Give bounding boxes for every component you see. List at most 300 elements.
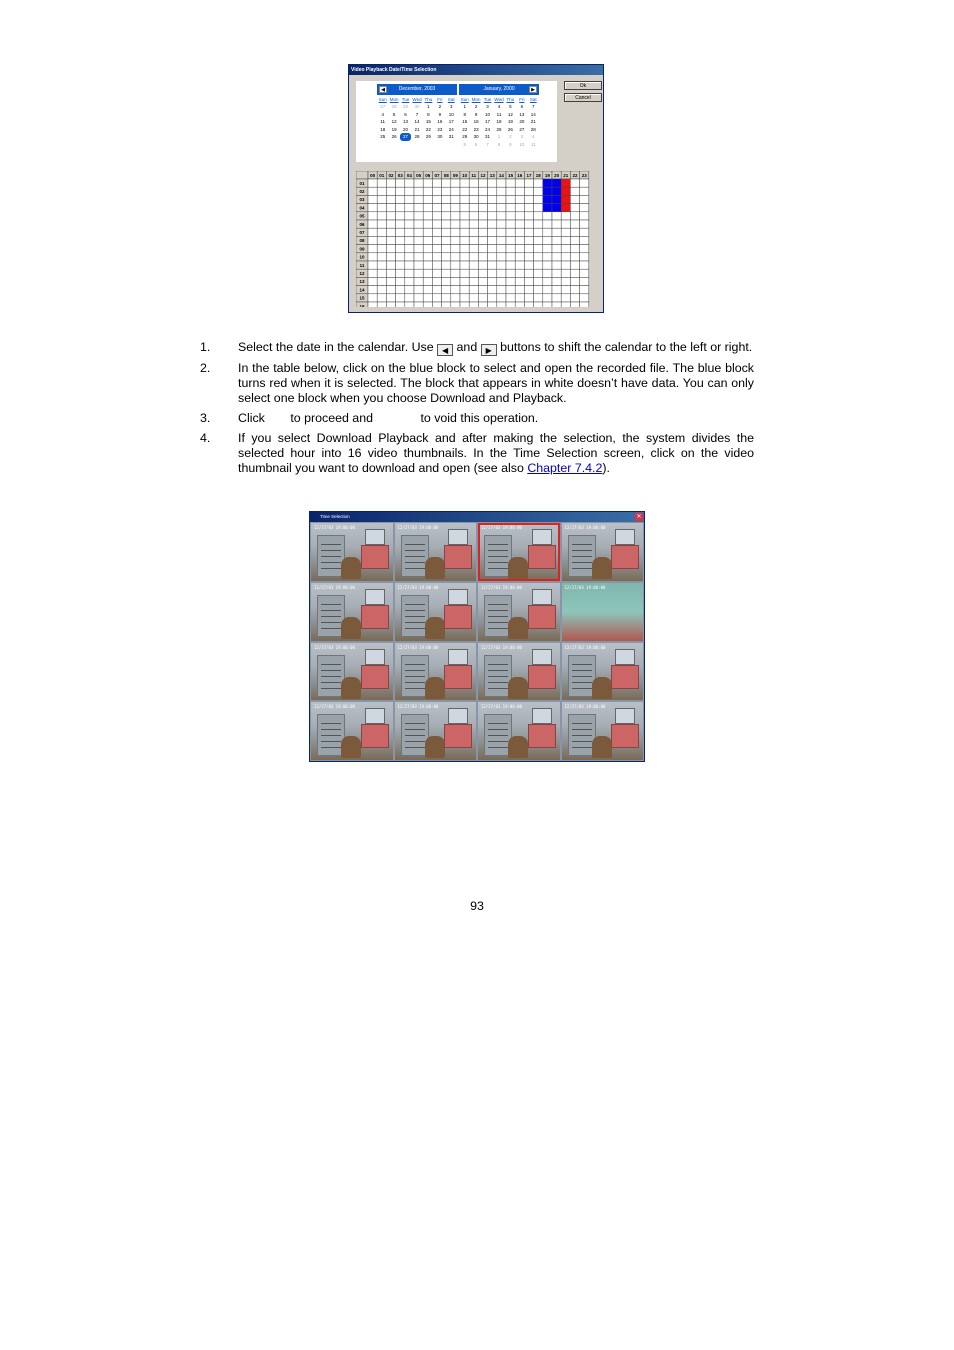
video-thumbnail[interactable] [561,522,645,582]
hour-cell[interactable] [423,253,432,261]
hour-cell[interactable] [414,195,423,203]
hour-cell[interactable] [451,228,460,236]
calendar-day[interactable]: 29 [425,134,431,139]
calendar-day[interactable]: 30 [414,104,420,109]
hour-cell[interactable] [377,236,386,244]
hour-cell[interactable] [561,286,570,294]
calendar-day[interactable]: 21 [530,119,536,124]
hour-cell[interactable] [561,294,570,302]
hour-cell[interactable] [488,277,497,285]
chapter-link[interactable]: Chapter 7.4.2 [527,461,603,475]
hour-cell[interactable] [414,236,423,244]
hour-cell[interactable] [442,294,451,302]
hour-cell[interactable] [368,220,377,228]
hour-cell[interactable] [414,179,423,187]
hour-cell[interactable] [423,286,432,294]
hour-cell[interactable] [506,261,515,269]
hour-cell[interactable] [534,253,543,261]
calendar-day[interactable]: 11 [380,119,386,124]
hour-cell[interactable] [497,253,506,261]
hour-cell[interactable] [534,204,543,212]
hour-cell[interactable] [414,294,423,302]
hour-cell[interactable] [432,277,441,285]
hour-cell[interactable] [561,212,570,220]
hour-cell[interactable] [386,187,395,195]
hour-cell[interactable] [442,204,451,212]
hour-cell[interactable] [432,179,441,187]
hour-cell[interactable] [377,269,386,277]
calendar-day[interactable]: 16 [473,119,479,124]
hour-cell[interactable] [580,195,589,203]
hour-cell[interactable] [478,228,487,236]
calendar-day[interactable]: 17 [448,119,454,124]
hour-cell[interactable] [497,187,506,195]
hour-cell[interactable] [460,228,469,236]
hour-cell[interactable] [442,302,451,307]
hour-cell[interactable] [377,277,386,285]
video-thumbnail[interactable] [394,582,478,642]
hour-cell[interactable] [534,261,543,269]
hour-cell[interactable] [377,220,386,228]
hour-cell[interactable] [405,253,414,261]
calendar-day[interactable]: 6 [474,141,478,147]
hour-cell[interactable] [377,195,386,203]
calendar-day[interactable]: 19 [391,126,397,132]
hour-cell[interactable] [405,220,414,228]
hour-cell[interactable] [368,187,377,195]
calendar-day[interactable]: 3 [520,134,524,139]
hour-cell[interactable] [570,286,579,294]
hour-cell[interactable] [552,294,561,302]
hour-cell[interactable] [469,195,478,203]
hour-cell[interactable] [478,245,487,253]
calendar-day[interactable]: 7 [486,141,489,147]
hour-cell[interactable] [561,253,570,261]
hour-cell[interactable] [423,269,432,277]
hour-cell[interactable] [432,212,441,220]
hour-cell[interactable] [524,261,533,269]
calendar-day[interactable]: 10 [448,111,454,117]
ok-button[interactable]: Ok [564,81,602,90]
hour-cell[interactable] [478,236,487,244]
hour-cell[interactable] [442,253,451,261]
hour-cell[interactable] [570,212,579,220]
hour-cell[interactable] [377,212,386,220]
calendar-day[interactable]: 4 [381,111,384,117]
hour-cell[interactable] [543,253,552,261]
hour-cell[interactable] [570,220,579,228]
calendar-day[interactable]: 22 [462,126,468,132]
hour-cell[interactable] [506,286,515,294]
hour-cell[interactable] [524,236,533,244]
hour-cell[interactable] [570,228,579,236]
hour-cell[interactable] [469,253,478,261]
hour-cell[interactable] [442,245,451,253]
hour-cell[interactable] [478,269,487,277]
hour-cell[interactable] [396,195,405,203]
hour-cell[interactable] [460,187,469,195]
hour-cell[interactable] [451,195,460,203]
hour-cell[interactable] [561,261,570,269]
hour-cell[interactable] [570,261,579,269]
hour-cell[interactable] [460,236,469,244]
hour-cell[interactable] [561,269,570,277]
hour-cell[interactable] [396,294,405,302]
hour-cell[interactable] [423,228,432,236]
hour-cell[interactable] [442,269,451,277]
hour-cell[interactable] [524,302,533,307]
hour-cell[interactable] [570,294,579,302]
calendar-day[interactable]: 2 [474,104,478,109]
hour-cell[interactable] [543,302,552,307]
hour-cell[interactable] [552,204,561,212]
calendar-day[interactable]: 19 [507,119,513,124]
hour-cell[interactable] [488,179,497,187]
hour-cell[interactable] [432,187,441,195]
calendar-day[interactable]: 26 [507,126,513,132]
calendar-day[interactable]: 15 [462,119,468,124]
hour-cell[interactable] [580,179,589,187]
hour-cell[interactable] [552,179,561,187]
hour-cell[interactable] [405,302,414,307]
hour-cell[interactable] [377,294,386,302]
calendar-day[interactable]: 1 [463,104,466,109]
hour-cell[interactable] [405,212,414,220]
hour-cell[interactable] [580,228,589,236]
calendar-day[interactable]: 28 [391,104,397,109]
hour-cell[interactable] [368,236,377,244]
hour-cell[interactable] [423,212,432,220]
hour-cell[interactable] [386,179,395,187]
hour-cell[interactable] [377,179,386,187]
hour-cell[interactable] [396,179,405,187]
hour-cell[interactable] [543,269,552,277]
hour-cell[interactable] [414,261,423,269]
hour-cell[interactable] [460,261,469,269]
hour-cell[interactable] [460,195,469,203]
calendar-day[interactable]: 11 [530,141,536,147]
hour-cell[interactable] [432,236,441,244]
calendar-day[interactable]: 12 [507,111,513,117]
calendar-day[interactable]: 28 [414,134,420,139]
hour-cell[interactable] [451,187,460,195]
hour-cell[interactable] [534,277,543,285]
hour-cell[interactable] [506,253,515,261]
close-icon[interactable]: ✕ [636,514,642,520]
hour-cell[interactable] [423,261,432,269]
hour-cell[interactable] [506,179,515,187]
hour-cell[interactable] [580,302,589,307]
hour-cell[interactable] [524,269,533,277]
hour-cell[interactable] [488,195,497,203]
hour-cell[interactable] [442,220,451,228]
hour-cell[interactable] [405,179,414,187]
hour-cell[interactable] [423,204,432,212]
hour-cell[interactable] [451,302,460,307]
hour-cell[interactable] [377,245,386,253]
hour-cell[interactable] [580,245,589,253]
hour-cell[interactable] [377,261,386,269]
hour-cell[interactable] [469,261,478,269]
left-arrow-icon[interactable]: ◀ [379,86,387,93]
hour-cell[interactable] [580,187,589,195]
hour-cell[interactable] [396,212,405,220]
hour-cell[interactable] [506,269,515,277]
hour-cell[interactable] [377,187,386,195]
calendar-day[interactable]: 31 [485,134,491,139]
hour-cell[interactable] [386,204,395,212]
hour-cell[interactable] [543,286,552,294]
calendar-day[interactable]: 23 [473,126,479,132]
video-thumbnail[interactable] [310,642,394,702]
hour-cell[interactable] [442,236,451,244]
hour-channel-table[interactable] [356,171,598,307]
hour-cell[interactable] [368,294,377,302]
hour-cell[interactable] [469,294,478,302]
hour-cell[interactable] [534,228,543,236]
hour-cell[interactable] [580,212,589,220]
hour-cell[interactable] [580,269,589,277]
calendar-day[interactable]: 10 [519,141,525,147]
hour-cell[interactable] [377,302,386,307]
hour-cell[interactable] [561,228,570,236]
hour-cell[interactable] [478,294,487,302]
hour-cell[interactable] [460,179,469,187]
hour-cell[interactable] [451,204,460,212]
hour-cell[interactable] [534,187,543,195]
hour-cell[interactable] [506,220,515,228]
hour-cell[interactable] [515,195,524,203]
hour-cell[interactable] [497,236,506,244]
hour-cell[interactable] [497,212,506,220]
hour-cell[interactable] [497,261,506,269]
calendar-day[interactable]: 2 [438,104,442,109]
calendar-day[interactable]: 13 [519,111,525,117]
hour-cell[interactable] [515,179,524,187]
hour-cell[interactable] [570,302,579,307]
hour-cell[interactable] [543,236,552,244]
calendar-day[interactable]: 30 [473,134,479,139]
hour-cell[interactable] [515,236,524,244]
hour-cell[interactable] [534,212,543,220]
hour-cell[interactable] [451,212,460,220]
right-arrow-icon[interactable]: ▶ [529,86,537,93]
hour-cell[interactable] [386,302,395,307]
hour-cell[interactable] [405,261,414,269]
hour-cell[interactable] [460,204,469,212]
hour-cell[interactable] [524,253,533,261]
hour-cell[interactable] [515,269,524,277]
hour-cell[interactable] [386,212,395,220]
hour-cell[interactable] [469,228,478,236]
hour-cell[interactable] [432,195,441,203]
hour-cell[interactable] [488,212,497,220]
hour-cell[interactable] [432,220,441,228]
calendar-day[interactable]: 9 [509,141,512,147]
hour-cell[interactable] [442,277,451,285]
hour-cell[interactable] [405,195,414,203]
hour-cell[interactable] [442,228,451,236]
hour-cell[interactable] [570,195,579,203]
calendar-day[interactable]: 18 [380,126,386,132]
hour-cell[interactable] [414,253,423,261]
hour-cell[interactable] [405,228,414,236]
hour-cell[interactable] [377,204,386,212]
calendar-day[interactable]: 25 [496,126,502,132]
hour-cell[interactable] [414,302,423,307]
hour-cell[interactable] [442,179,451,187]
calendar-day[interactable]: 29 [462,134,468,139]
hour-cell[interactable] [478,195,487,203]
video-thumbnail[interactable] [394,522,478,582]
hour-cell[interactable] [478,253,487,261]
hour-cell[interactable] [506,245,515,253]
hour-cell[interactable] [414,220,423,228]
hour-cell[interactable] [432,261,441,269]
hour-cell[interactable] [451,286,460,294]
hour-cell[interactable] [580,253,589,261]
hour-cell[interactable] [552,187,561,195]
hour-cell[interactable] [497,302,506,307]
hour-cell[interactable] [570,269,579,277]
hour-cell[interactable] [524,245,533,253]
hour-cell[interactable] [377,286,386,294]
hour-cell[interactable] [552,228,561,236]
hour-cell[interactable] [534,294,543,302]
hour-cell[interactable] [405,294,414,302]
hour-cell[interactable] [386,277,395,285]
hour-cell[interactable] [497,179,506,187]
hour-cell[interactable] [396,228,405,236]
video-thumbnail[interactable] [561,582,645,642]
calendar-day[interactable]: 9 [474,111,478,117]
calendar-day[interactable]: 8 [427,111,430,117]
hour-cell[interactable] [442,187,451,195]
hour-cell[interactable] [451,236,460,244]
hour-cell[interactable] [534,179,543,187]
hour-cell[interactable] [570,179,579,187]
hour-cell[interactable] [534,220,543,228]
video-thumbnail[interactable] [394,642,478,702]
calendar-day[interactable]: 15 [425,119,431,124]
hour-cell[interactable] [478,286,487,294]
hour-cell[interactable] [561,236,570,244]
hour-cell[interactable] [524,187,533,195]
hour-cell[interactable] [570,187,579,195]
hour-cell[interactable] [414,245,423,253]
hour-cell[interactable] [469,179,478,187]
hour-cell[interactable] [570,236,579,244]
calendar-day[interactable]: 23 [437,126,443,132]
calendar-day[interactable]: 31 [448,134,454,139]
hour-cell[interactable] [405,277,414,285]
hour-cell[interactable] [488,302,497,307]
hour-cell[interactable] [561,245,570,253]
hour-cell[interactable] [543,204,552,212]
hour-cell[interactable] [497,294,506,302]
hour-cell[interactable] [368,195,377,203]
hour-cell[interactable] [396,286,405,294]
hour-cell[interactable] [478,302,487,307]
hour-cell[interactable] [524,277,533,285]
hour-cell[interactable] [515,228,524,236]
calendar-day[interactable]: 20 [403,126,409,132]
hour-cell[interactable] [561,204,570,212]
hour-cell[interactable] [543,195,552,203]
hour-cell[interactable] [524,294,533,302]
video-thumbnail[interactable] [477,522,561,582]
hour-cell[interactable] [488,228,497,236]
hour-cell[interactable] [423,236,432,244]
hour-cell[interactable] [414,277,423,285]
video-thumbnail[interactable] [310,701,394,761]
video-thumbnail[interactable] [561,642,645,702]
hour-cell[interactable] [469,286,478,294]
hour-cell[interactable] [561,187,570,195]
hour-cell[interactable] [368,286,377,294]
hour-cell[interactable] [552,277,561,285]
hour-cell[interactable] [469,277,478,285]
hour-cell[interactable] [534,302,543,307]
hour-cell[interactable] [506,302,515,307]
hour-cell[interactable] [469,245,478,253]
hour-cell[interactable] [396,277,405,285]
hour-cell[interactable] [414,228,423,236]
hour-cell[interactable] [368,269,377,277]
calendar-day[interactable]: 21 [414,126,420,132]
hour-cell[interactable] [396,253,405,261]
hour-cell[interactable] [534,286,543,294]
calendar-day[interactable]: 6 [520,104,524,109]
hour-cell[interactable] [506,187,515,195]
video-thumbnail[interactable] [394,701,478,761]
calendar-day[interactable]: 7 [532,104,535,109]
hour-cell[interactable] [543,187,552,195]
hour-cell[interactable] [414,286,423,294]
hour-cell[interactable] [368,179,377,187]
calendar-day[interactable]: 1 [427,104,430,109]
calendar-day[interactable]: 14 [530,111,536,117]
calendar-day[interactable]: 30 [437,134,443,139]
hour-cell[interactable] [469,236,478,244]
hour-cell[interactable] [460,220,469,228]
hour-cell[interactable] [497,220,506,228]
hour-cell[interactable] [552,253,561,261]
calendar-day[interactable]: 1 [497,134,501,139]
hour-cell[interactable] [478,212,487,220]
hour-cell[interactable] [488,204,497,212]
hour-cell[interactable] [534,245,543,253]
hour-cell[interactable] [460,212,469,220]
calendar-day[interactable]: 24 [485,126,491,132]
hour-cell[interactable] [386,269,395,277]
hour-cell[interactable] [451,269,460,277]
hour-cell[interactable] [451,253,460,261]
hour-cell[interactable] [368,302,377,307]
calendar-day[interactable]: 2 [509,134,512,139]
calendar-day[interactable]: 3 [450,104,453,109]
hour-cell[interactable] [396,302,405,307]
hour-cell[interactable] [506,236,515,244]
hour-cell[interactable] [423,245,432,253]
hour-cell[interactable] [368,204,377,212]
hour-cell[interactable] [524,286,533,294]
hour-cell[interactable] [442,261,451,269]
calendar-day[interactable]: 11 [496,111,502,117]
hour-cell[interactable] [442,212,451,220]
hour-cell[interactable] [386,294,395,302]
hour-cell[interactable] [543,277,552,285]
